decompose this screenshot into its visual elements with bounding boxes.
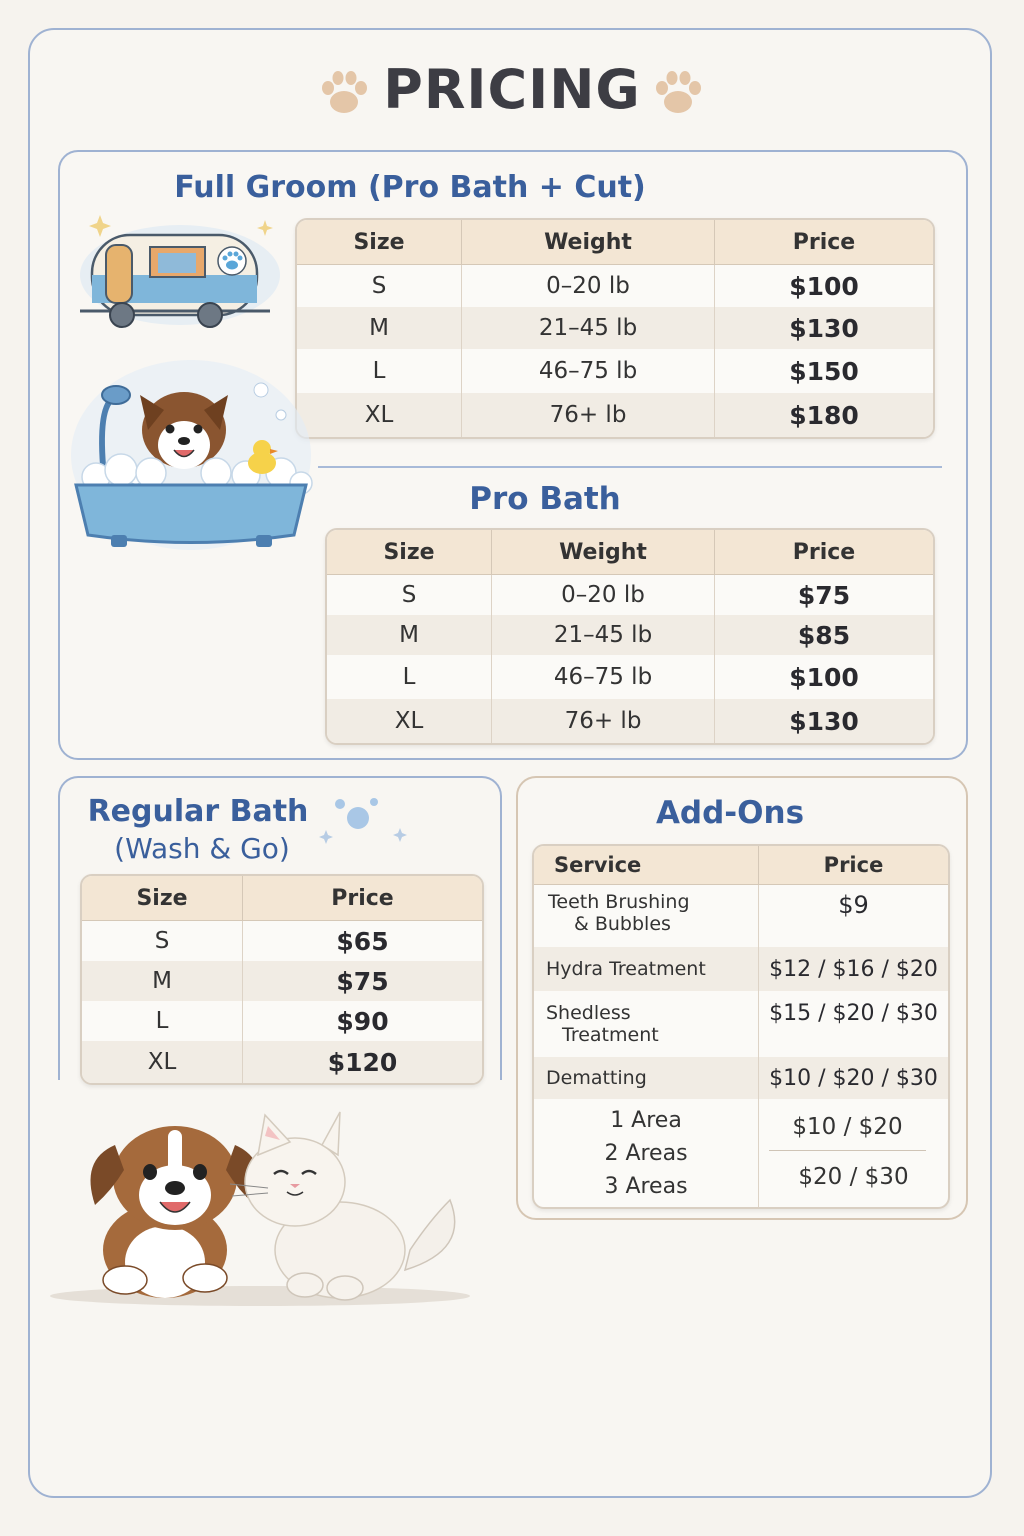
price-cell: $9	[838, 891, 869, 919]
size-cell: L	[82, 1001, 243, 1041]
area-price: $10 / $20	[769, 1104, 926, 1151]
table-row	[534, 1057, 948, 1099]
area-option: 3 Areas	[604, 1173, 688, 1199]
regular-bath-subtitle: (Wash & Go)	[114, 832, 290, 865]
service-cell	[534, 1099, 759, 1207]
price-cell: $65	[336, 926, 389, 956]
column-header-price: Price	[715, 220, 933, 265]
size-cell: L	[327, 655, 492, 699]
page-title: PRICING	[383, 58, 641, 121]
table-row	[534, 885, 948, 947]
size-cell: XL	[297, 393, 462, 437]
camper-trailer-illustration	[70, 205, 290, 335]
size-cell: XL	[327, 699, 492, 743]
table-row	[327, 699, 933, 743]
dog-in-bathtub-illustration	[66, 355, 316, 560]
size-cell: M	[297, 307, 462, 349]
price-cell: $75	[243, 961, 482, 1001]
service-cell	[534, 991, 759, 1057]
table-row	[297, 349, 933, 393]
table-row	[297, 307, 933, 349]
column-header-weight: Weight	[492, 530, 715, 575]
table-row	[82, 961, 482, 1001]
column-header-weight: Weight	[462, 220, 715, 265]
price-cell: $15 / $20 / $30	[769, 1001, 938, 1026]
pro-bath-title: Pro Bath	[469, 481, 621, 517]
price-cell: $90	[336, 1006, 389, 1036]
price-cell	[759, 1099, 948, 1207]
price-cell: $180	[715, 393, 933, 437]
service-line: Shedless	[546, 1002, 631, 1024]
area-price: $20 / $30	[798, 1163, 909, 1190]
weight-cell: 0–20 lb	[462, 265, 715, 307]
regular-bath-title: Regular Bath	[87, 794, 309, 829]
weight-cell: 76+ lb	[492, 699, 715, 743]
service-cell	[534, 885, 759, 947]
column-header-size: Size	[82, 876, 243, 921]
full-groom-title: Full Groom (Pro Bath + Cut)	[174, 170, 646, 205]
price-cell: $100	[789, 662, 859, 692]
price-cell: $12 / $16 / $20	[759, 947, 948, 991]
price-cell: $120	[243, 1041, 482, 1083]
table-row	[534, 991, 948, 1057]
service-line: Teeth Brushing	[548, 891, 690, 913]
price-cell: $130	[715, 699, 933, 743]
size-cell: M	[82, 961, 243, 1001]
price-cell: $130	[715, 307, 933, 349]
service-cell: Dematting	[534, 1057, 759, 1099]
service-line: & Bubbles	[574, 913, 671, 935]
column-header-service: Service	[534, 846, 759, 885]
size-cell: M	[327, 615, 492, 655]
size-cell: S	[82, 921, 243, 961]
addons-title: Add-Ons	[655, 795, 805, 831]
table-row	[534, 947, 948, 991]
pro-bath-table	[325, 528, 935, 745]
table-row	[297, 393, 933, 437]
full-groom-table	[295, 218, 935, 439]
size-cell: S	[297, 265, 462, 307]
weight-cell: 76+ lb	[462, 393, 715, 437]
column-header-size: Size	[297, 220, 462, 265]
column-header-size: Size	[327, 530, 492, 575]
weight-cell: 21–45 lb	[492, 615, 715, 655]
table-row	[327, 655, 933, 699]
section-divider	[318, 466, 942, 468]
weight-cell: 46–75 lb	[492, 655, 715, 699]
size-cell: L	[297, 349, 462, 393]
addons-table	[532, 844, 950, 1209]
weight-cell: 0–20 lb	[492, 575, 715, 615]
table-row	[327, 575, 933, 615]
table-row	[82, 1001, 482, 1041]
price-cell: $100	[789, 271, 859, 301]
area-option: 2 Areas	[604, 1140, 688, 1166]
table-row	[534, 1099, 948, 1207]
column-header-price: Price	[759, 846, 948, 885]
size-cell: XL	[82, 1041, 243, 1083]
size-cell: S	[327, 575, 492, 615]
weight-cell: 21–45 lb	[462, 307, 715, 349]
price-cell: $75	[797, 580, 851, 610]
table-row	[82, 1041, 482, 1083]
price-cell: $10 / $20 / $30	[759, 1057, 948, 1099]
table-row	[297, 265, 933, 307]
puppy-and-kitten-illustration	[40, 1100, 480, 1310]
paw-icon	[648, 68, 708, 118]
regular-bath-table	[80, 874, 484, 1085]
table-row	[327, 615, 933, 655]
bubbles-icon	[316, 794, 411, 846]
column-header-price: Price	[715, 530, 933, 575]
weight-cell: 46–75 lb	[462, 349, 715, 393]
area-option: 1 Area	[610, 1107, 682, 1133]
service-line: Treatment	[562, 1024, 659, 1046]
price-cell: $150	[789, 356, 859, 386]
table-row	[82, 921, 482, 961]
service-cell: Hydra Treatment	[534, 947, 759, 991]
price-cell: $85	[715, 615, 933, 655]
column-header-price: Price	[243, 876, 482, 921]
